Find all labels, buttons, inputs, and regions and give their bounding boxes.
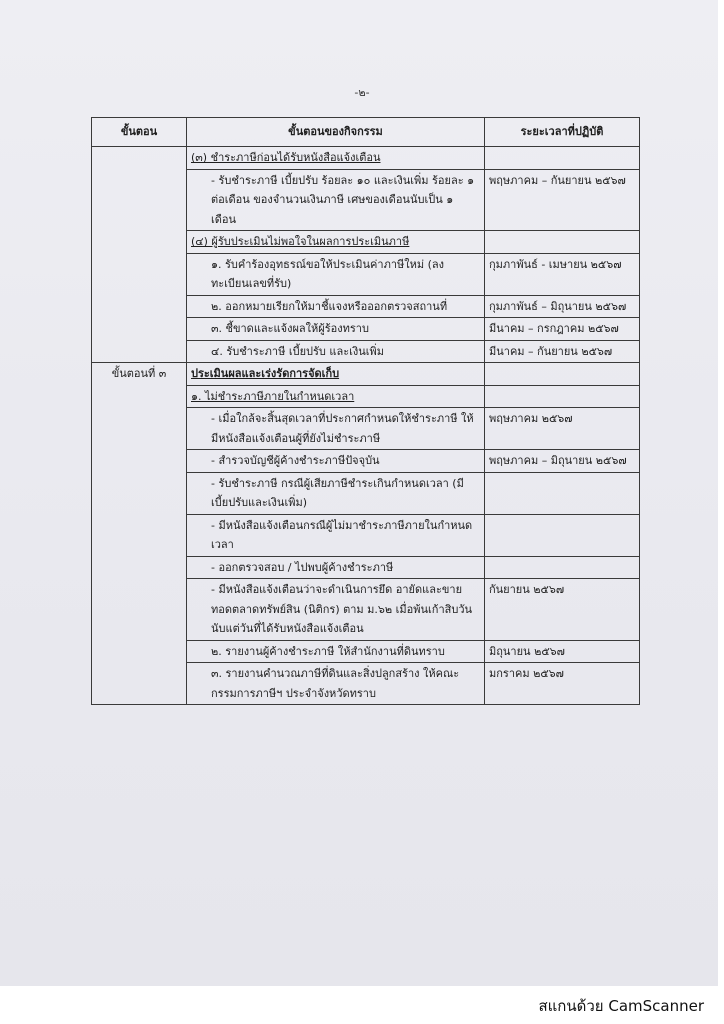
period-cell: พฤษภาคม ๒๕๖๗ [485,408,640,450]
activity-cell: - เมื่อใกล้จะสิ้นสุดเวลาที่ประกาศกำหนดให้ชำระภาษี ให้มีหนังสือแจ้งเตือนผู้ที่ยังไม่ชำระภาษี [187,408,485,450]
activity-cell: - รับชำระภาษี เบี้ยปรับ ร้อยละ ๑๐ และเงินเพิ่ม ร้อยละ ๑ ต่อเดือน ของจำนวนเงินภาษี เศษของเดือนนับเป็น ๑ เดือน [187,169,485,231]
period-cell [485,556,640,579]
activity-cell: ๓. ชี้ขาดและแจ้งผลให้ผู้ร้องทราบ [187,318,485,341]
table-row [92,363,640,386]
activity-cell: - มีหนังสือแจ้งเตือนว่าจะดำเนินการยึด อายัดและขายทอดตลาดทรัพย์สิน (นิติกร) ตาม ม.๖๒ เมื่อพ้นเก้าสิบวันนับแต่วันที่ได้รับหนังสือแจ้งเตือน [187,579,485,641]
activity-cell: (๔) ผู้รับประเมินไม่พอใจในผลการประเมินภาษี [187,231,485,254]
period-cell [485,514,640,556]
activity-cell: - สำรวจบัญชีผู้ค้างชำระภาษีปัจจุบัน [187,450,485,473]
period-cell [485,147,640,170]
period-cell: มีนาคม – กรกฎาคม ๒๕๖๗ [485,318,640,341]
period-cell: กุมภาพันธ์ – มิถุนายน ๒๕๖๗ [485,295,640,318]
activity-cell: - รับชำระภาษี กรณีผู้เสียภาษีชำระเกินกำหนดเวลา (มีเบี้ยปรับและเงินเพิ่ม) [187,472,485,514]
step-cell [92,147,187,363]
period-cell: พฤษภาคม – มิถุนายน ๒๕๖๗ [485,450,640,473]
activity-cell: - ออกตรวจสอบ / ไปพบผู้ค้างชำระภาษี [187,556,485,579]
activity-cell: ๑. รับคำร้องอุทธรณ์ขอให้ประเมินค่าภาษีใหม่ (ลงทะเบียนเลขที่รับ) [187,253,485,295]
period-cell: กุมภาพันธ์ - เมษายน ๒๕๖๗ [485,253,640,295]
activity-cell: ๒. ออกหมายเรียกให้มาชี้แจงหรือออกตรวจสถานที่ [187,295,485,318]
period-cell: มกราคม ๒๕๖๗ [485,663,640,705]
period-cell [485,385,640,408]
column-header-activity: ขั้นตอนของกิจกรรม [187,118,485,147]
activity-cell: ๓. รายงานคำนวณภาษีที่ดินและสิ่งปลูกสร้าง ให้คณะกรรมการภาษีฯ ประจำจังหวัดทราบ [187,663,485,705]
period-cell: มิถุนายน ๒๕๖๗ [485,640,640,663]
activity-cell: (๓) ชำระภาษีก่อนได้รับหนังสือแจ้งเตือน [187,147,485,170]
activity-cell: ประเมินผลและเร่งรัดการจัดเก็บ [187,363,485,386]
activity-cell: ๑. ไม่ชำระภาษีภายในกำหนดเวลา [187,385,485,408]
period-cell: กันยายน ๒๕๖๗ [485,579,640,641]
period-cell [485,472,640,514]
table-header-row [92,118,640,147]
table-row [92,147,640,170]
page-number: -๒- [354,86,370,99]
activity-schedule-table [91,117,640,705]
activity-cell: ๒. รายงานผู้ค้างชำระภาษี ให้สำนักงานที่ดินทราบ [187,640,485,663]
period-cell [485,231,640,254]
activity-cell: ๔. รับชำระภาษี เบี้ยปรับ และเงินเพิ่ม [187,340,485,363]
step-3-cell: ขั้นตอนที่ ๓ [92,363,187,705]
camscanner-watermark: สแกนด้วย CamScanner [538,997,704,1015]
column-header-period: ระยะเวลาที่ปฏิบัติ [485,118,640,147]
period-cell [485,363,640,386]
activity-cell: - มีหนังสือแจ้งเตือนกรณีผู้ไม่มาชำระภาษีภายในกำหนดเวลา [187,514,485,556]
period-cell: มีนาคม – กันยายน ๒๕๖๗ [485,340,640,363]
period-cell: พฤษภาคม – กันยายน ๒๕๖๗ [485,169,640,231]
column-header-step: ขั้นตอน [92,118,187,147]
